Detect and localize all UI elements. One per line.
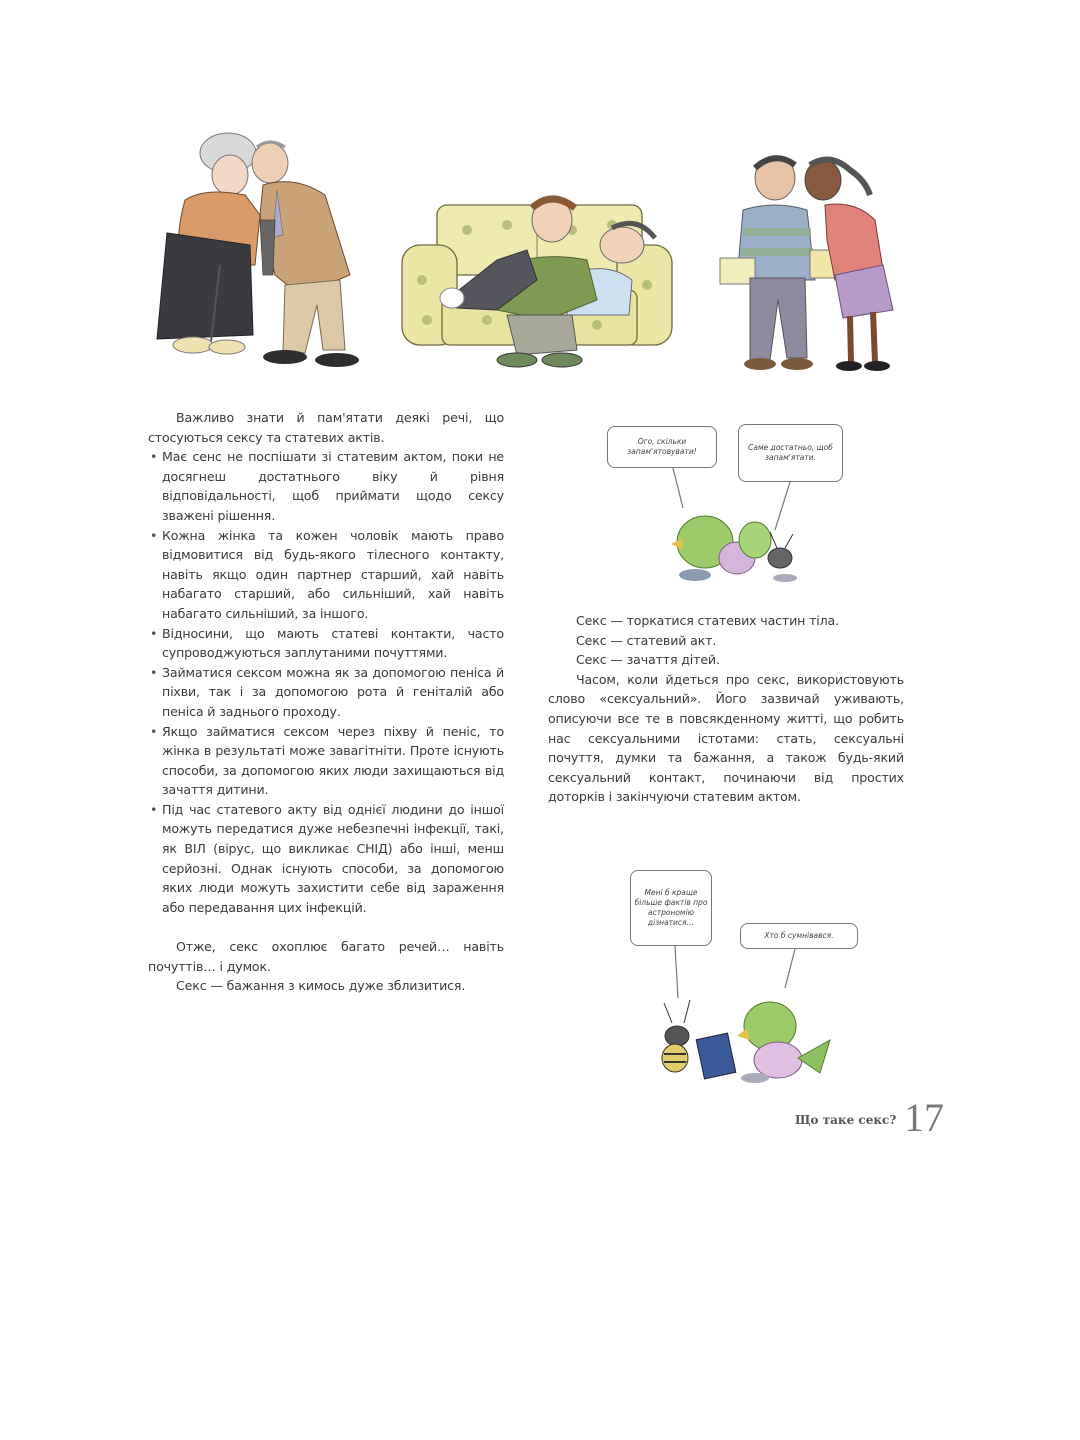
intro-paragraph: Важливо знати й пам'ятати деякі речі, що стосуються сексу та статевих актів.: [148, 410, 504, 445]
left-column: [148, 408, 504, 996]
bullet-item: • Під час статевого акту від однієї людини до іншої можуть передатися дуже небезпечні інфекції, такі, як ВІЛ (вірус, що викликає СНІД) або інші, менш серйозні. Однак існують способи, за допомогою яких люди можуть захистити себе від зараження або передавання цих інфекцій.: [148, 800, 504, 918]
bullet-item: • Займатися сексом можна як за допомогою пеніса й піхви, так і за допомогою рота й геніталій або пеніса й заднього проходу.: [148, 663, 504, 722]
cartoon-parrot-bee-1: [595, 420, 855, 590]
bullet-item: • Якщо займатися сексом через піхву й пеніс, то жінка в результаті може завагітніти. Проте існують способи, за допомогою яких люди захищаються від зачаття дитини.: [148, 722, 504, 800]
illustration-elderly-couple: [145, 125, 370, 375]
bullet-item: • Має сенс не поспішати зі статевим актом, поки не досягнеш достатнього віку й рівня відповідальності, щоб приймати щодо сексу зважені рішення.: [148, 447, 504, 525]
bullet-item: • Кожна жінка та кожен чоловік мають право відмовитися від будь-якого тілесного контакту, навіть якщо один партнер старший, хай навіть набагато старший, або сильніший, хай навіть набагато сильніший, за іншого.: [148, 526, 504, 624]
sexual-paragraph: Часом, коли йдеться про секс, використовують слово «сексуальний». Його зазвичай уживають, описуючи все те в повсякденному житті, що робить нас сексуальними істотами: стать, сексуальні почуття, думки та бажання, а також будь-який сексуальний контакт, починаючи від простих доторків і закінчуючи статевим актом.: [548, 671, 904, 805]
illustration-couple-on-sofa: [397, 190, 677, 375]
bullet-item: • Відносини, що мають статеві контакти, часто супроводжуються заплутаними почуттями.: [148, 624, 504, 663]
conclusion-paragraph: Отже, секс охоплює багато речей… навіть почуттів… і думок.: [148, 939, 504, 974]
speech-bubble-right: Хто б сумнівався.: [740, 923, 858, 949]
page-number: 17: [904, 1095, 944, 1140]
speech-bubble-left: Ого, скільки запам'ятовувати!: [607, 426, 717, 468]
speech-bubble-left: Мені б краще більше фактів про астрономію дізнатися…: [630, 870, 712, 946]
right-column: [548, 611, 904, 807]
cartoon-parrot-bee-2: [620, 868, 870, 1088]
conclusion-paragraph: Секс — бажання з кимось дуже зблизитися.: [176, 978, 466, 994]
definition-line: Секс — торкатися статевих частин тіла.: [576, 613, 839, 628]
speech-bubble-right: Саме достатньо, щоб запам'ятати.: [738, 424, 843, 482]
definition-line: Секс — статевий акт.: [576, 632, 717, 648]
chapter-title: Що таке секс?: [795, 1113, 897, 1127]
definition-line: Секс — зачаття дітей.: [576, 652, 720, 668]
illustration-teen-couple: [715, 150, 895, 380]
